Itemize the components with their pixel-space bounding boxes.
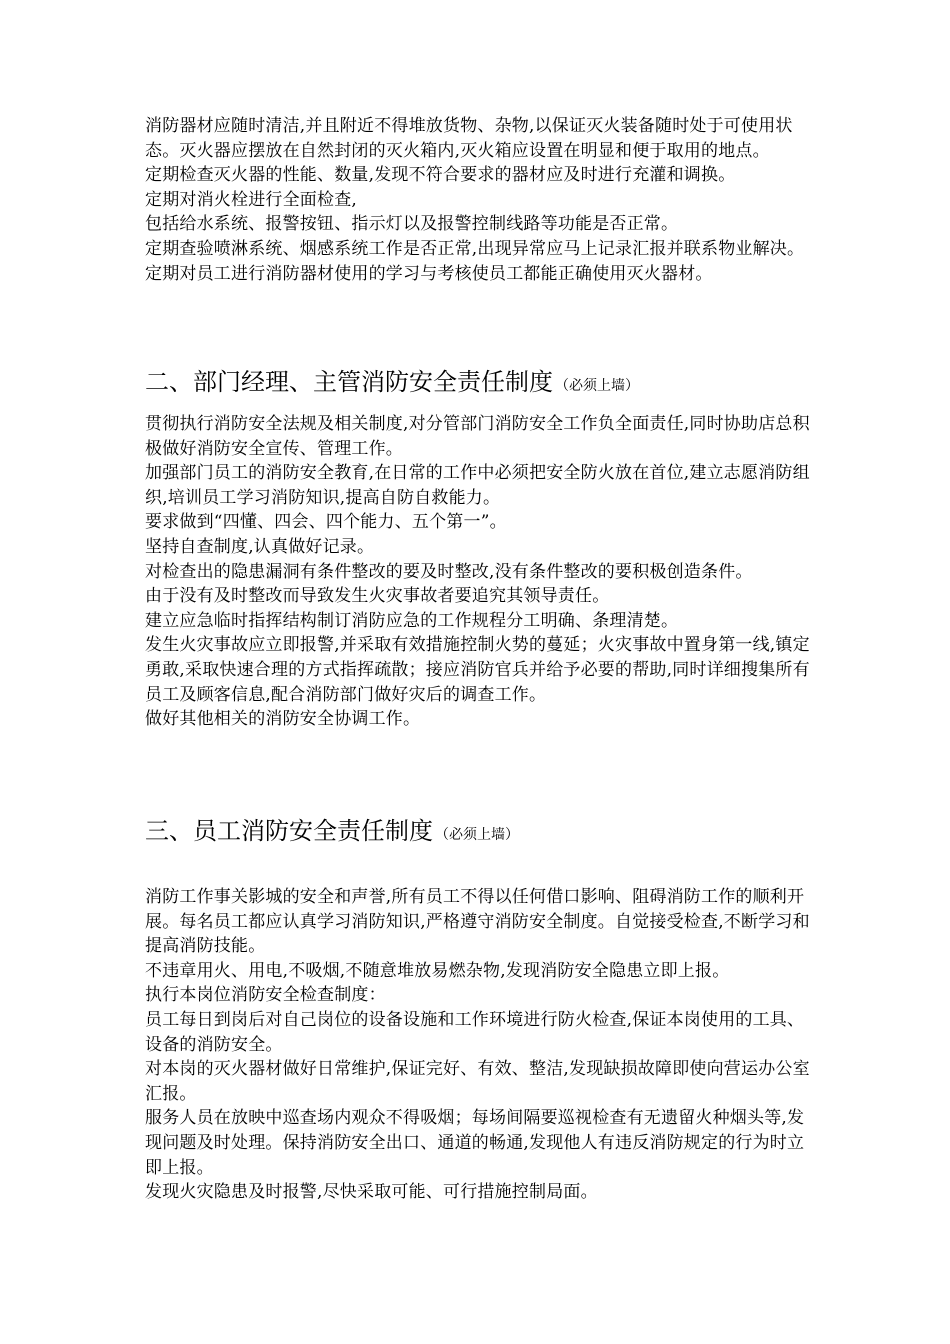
paragraph: 定期检查灭火器的性能、数量,发现不符合要求的器材应及时进行充灌和调换。	[145, 165, 736, 186]
section-2-heading-wrap	[145, 366, 815, 402]
paragraph: 不违章用火、用电,不吸烟,不随意堆放易燃杂物,发现消防安全隐患立即上报。	[145, 960, 730, 981]
paragraph: 定期查验喷淋系统、烟感系统工作是否正常,出现异常应马上记录汇报并联系物业解决。	[145, 238, 805, 259]
paragraph: 要求做到“四懂、四会、四个能力、五个第一”。	[145, 512, 507, 533]
section-2-heading-text: 二、部门经理、主管消防安全责任制度	[145, 368, 553, 396]
paragraph: 对本岗的灭火器材做好日常维护,保证完好、有效、整洁,发现缺损故障即使向营运办公室汇报。	[145, 1059, 810, 1104]
section-2-heading	[145, 366, 815, 402]
paragraph: 对检查出的隐患漏洞有条件整改的要及时整改,没有条件整改的要积极创造条件。	[145, 561, 753, 582]
paragraph: 消防工作事关影城的安全和声誉,所有员工不得以任何借口影响、阻碍消防工作的顺利开展。每名员工都应认真学习消防知识,严格遵守消防安全制度。自觉接受检查,不断学习和提高消防技能。	[145, 887, 810, 957]
paragraph: 消防器材应随时清洁,并且附近不得堆放货物、杂物,以保证灭火装备随时处于可使用状态。灭火器应摆放在自然封闭的灭火箱内,灭火箱应设置在明显和便于取用的地点。	[145, 116, 793, 161]
section-2-body	[145, 412, 815, 732]
section-2-heading-note: （必须上墙）	[555, 378, 639, 394]
paragraph: 定期对消火栓进行全面检查,	[145, 189, 358, 210]
paragraph: 发生火灾事故应立即报警,并采取有效措施控制火势的蔓延；火灾事故中置身第一线,镇定勇敢,采取快速合理的方式指挥疏散；接应消防官兵并给予必要的帮助,同时详细搜集所有员工及顾客信息,配合消防部门做好灾后的调查工作。	[145, 635, 810, 705]
section-3-heading-text: 三、员工消防安全责任制度	[145, 817, 433, 845]
paragraph: 服务人员在放映中巡查场内观众不得吸烟；每场间隔要巡视检查有无遗留火种烟头等,发现问题及时处理。保持消防安全出口、通道的畅通,发现他人有违反消防规定的行为时立即上报。	[145, 1108, 805, 1178]
section-3-body	[145, 885, 815, 1205]
paragraph: 发现火灾隐患及时报警,尽快采取可能、可行措施控制局面。	[145, 1182, 598, 1203]
paragraph: 定期对员工进行消防器材使用的学习与考核使员工都能正确使用灭火器材。	[145, 263, 713, 284]
paragraph: 员工每日到岗后对自己岗位的设备设施和工作环境进行防火检查,保证本岗使用的工具、设备的消防安全。	[145, 1009, 805, 1055]
paragraph: 由于没有及时整改而导致发生火灾事故者要追究其领导责任。	[145, 586, 610, 607]
paragraph: 包括给水系统、报警按钮、指示灯以及报警控制线路等功能是否正常。	[145, 214, 679, 235]
paragraph: 加强部门员工的消防安全教育,在日常的工作中必须把安全防火放在首位,建立志愿消防组织,培训员工学习消防知识,提高自防自救能力。	[145, 463, 810, 508]
paragraph: 执行本岗位消防安全检查制度：	[145, 985, 386, 1006]
paragraph: 建立应急临时指挥结构制订消防应急的工作规程分工明确、条理清楚。	[145, 610, 679, 631]
paragraph: 做好其他相关的消防安全协调工作。	[145, 709, 421, 730]
paragraph: 坚持自查制度,认真做好记录。	[145, 536, 375, 557]
section-3-heading-note: （必须上墙）	[435, 827, 519, 843]
section-3-heading-wrap	[145, 815, 815, 851]
paragraph: 贯彻执行消防安全法规及相关制度,对分管部门消防安全工作负全面责任,同时协助店总积极做好消防安全宣传、管理工作。	[145, 414, 810, 459]
section-1-body	[145, 114, 815, 286]
section-3-heading	[145, 815, 815, 851]
